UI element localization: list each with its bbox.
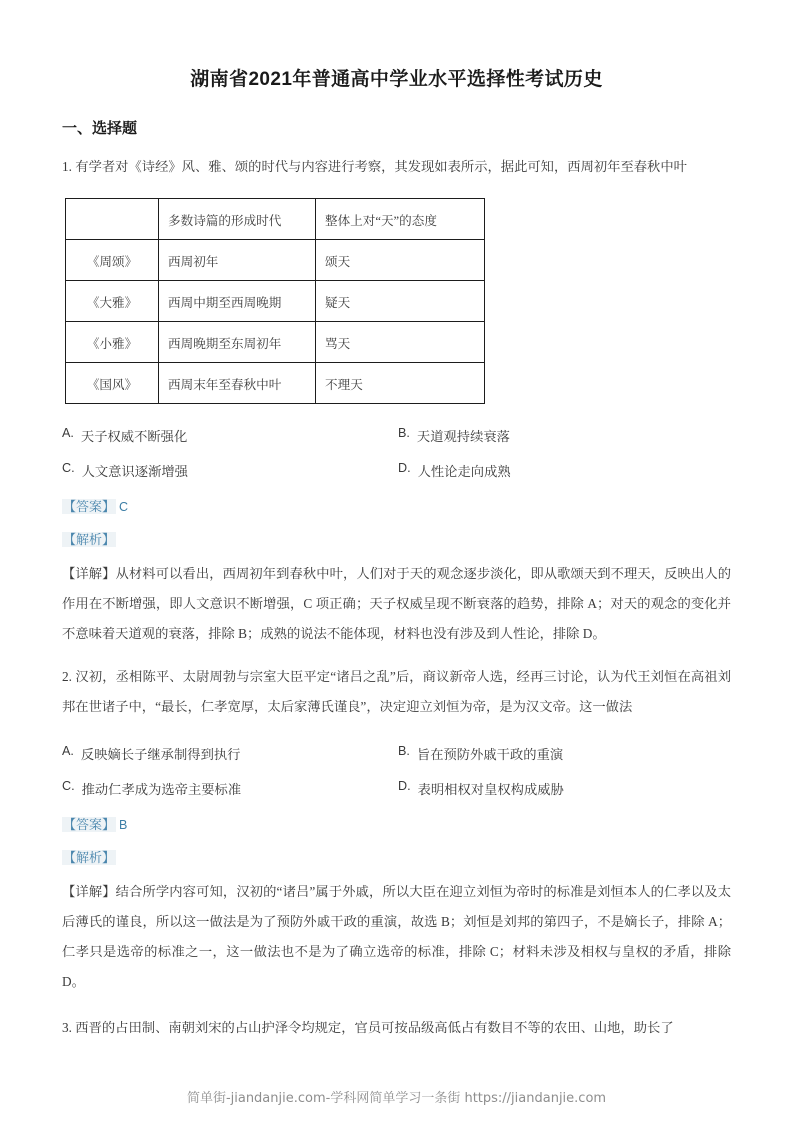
option-text: 人文意识逐渐增强 (81, 464, 188, 479)
option-row (62, 744, 731, 763)
question-1-options (62, 426, 731, 480)
question-1-answer (62, 496, 731, 515)
table-row (66, 322, 485, 363)
question-2-options (62, 744, 731, 798)
answer-value: C (119, 500, 129, 514)
table-row (66, 363, 485, 404)
table-cell: 西周初年 (159, 240, 316, 281)
option-a[interactable] (62, 426, 398, 445)
table-cell: 颂天 (316, 240, 485, 281)
question-2-answer (62, 814, 731, 833)
option-a[interactable] (62, 744, 398, 763)
answer-label: 【答案】 (63, 817, 116, 832)
option-b[interactable] (398, 744, 728, 763)
option-key: B. (398, 744, 410, 758)
analysis-label: 【解析】 (63, 532, 116, 547)
option-text: 反映嫡长子继承制得到执行 (80, 747, 241, 762)
option-key: D. (398, 779, 411, 793)
table-cell: 不理天 (316, 363, 485, 404)
option-b[interactable] (398, 426, 728, 445)
question-2-stem: 2. 汉初，丞相陈平、太尉周勃与宗室大臣平定“诸吕之乱”后，商议新帝人选，经再三讨论，认为代王刘恒在高祖刘邦在世诸子中，“最长，仁孝宽厚，太后家薄氏谨良”，决定迎立刘恒为帝，是为汉文帝。这一做法 (62, 669, 731, 714)
table-cell: 《周颂》 (66, 240, 159, 281)
option-text: 天道观持续衰落 (416, 429, 510, 444)
table-cell: 《大雅》 (66, 281, 159, 322)
question-1-analysis-label (62, 529, 731, 548)
option-key: D. (398, 461, 411, 475)
question-1-detail: 【详解】从材料可以看出，西周初年到春秋中叶，人们对于天的观念逐步淡化，即从歌颂天到不理天，反映出人的作用在不断增强，即人文意识不断增强，C 项正确；天子权威呈现不断衰落的趋势，排除 A；对天的观念的变化并不意味着天道观的衰落，排除 B；成熟的说法不能体现，材料也没有涉及到人性论，排除 D。 (62, 566, 731, 641)
option-text: 旨在预防外戚干政的重演 (416, 747, 564, 762)
table-header-cell-1: 多数诗篇的形成时代 (159, 199, 316, 240)
table-cell: 西周末年至春秋中叶 (159, 363, 316, 404)
option-row (62, 426, 731, 445)
table-cell: 《小雅》 (66, 322, 159, 363)
option-d[interactable] (398, 461, 728, 480)
table-row (66, 240, 485, 281)
option-row (62, 461, 731, 480)
table-header-cell-2: 整体上对“天”的态度 (316, 199, 485, 240)
option-row (62, 779, 731, 798)
answer-label: 【答案】 (63, 499, 116, 514)
option-key: C. (62, 461, 75, 475)
footer-watermark: 简单街-jiandanjie.com-学科网简单学习一条街 https://jiandanjie.com (186, 1091, 607, 1106)
option-key: C. (62, 779, 75, 793)
option-text: 人性论走向成熟 (417, 464, 511, 479)
option-key: A. (62, 744, 74, 758)
table-cell: 西周晚期至东周初年 (159, 322, 316, 363)
option-key: B. (398, 426, 410, 440)
answer-value: B (119, 818, 128, 832)
table-row (66, 281, 485, 322)
option-text: 推动仁孝成为选帝主要标准 (81, 782, 242, 797)
question-3-stem: 3. 西晋的占田制、南朝刘宋的占山护泽令均规定，官员可按品级高低占有数目不等的农田、山地，助长了 (62, 1020, 674, 1035)
question-1-table (65, 198, 485, 404)
option-key: A. (62, 426, 74, 440)
table-cell: 骂天 (316, 322, 485, 363)
option-text: 天子权威不断强化 (80, 429, 188, 444)
option-c[interactable] (62, 779, 398, 798)
option-c[interactable] (62, 461, 398, 480)
option-text: 表明相权对皇权构成威胁 (417, 782, 564, 797)
question-2-analysis-label (62, 847, 731, 866)
table-header-cell-0 (66, 199, 159, 240)
section-heading: 一、选择题 (62, 120, 138, 137)
analysis-label: 【解析】 (63, 850, 116, 865)
question-2-detail: 【详解】结合所学内容可知，汉初的“诸吕”属于外戚，所以大臣在迎立刘恒为帝时的标准是刘恒本人的仁孝以及太后薄氏的谨良，所以这一做法是为了预防外戚干政的重演，故选 B；刘恒是刘邦的第四子，不是嫡长子，排除 A；仁孝只是选帝的标准之一，这一做法也不是为了确立选帝的标准，排除 C；材料未涉及相权与皇权的矛盾，排除 D。 (62, 884, 731, 989)
page-title: 湖南省2021年普通高中学业水平选择性考试历史 (190, 69, 603, 90)
question-1-stem: 1. 有学者对《诗经》风、雅、颂的时代与内容进行考察，其发现如表所示，据此可知，西周初年至春秋中叶 (62, 159, 687, 174)
table-cell: 西周中期至西周晚期 (159, 281, 316, 322)
option-d[interactable] (398, 779, 728, 798)
table-cell: 疑天 (316, 281, 485, 322)
table-cell: 《国风》 (66, 363, 159, 404)
table-row (66, 199, 485, 240)
